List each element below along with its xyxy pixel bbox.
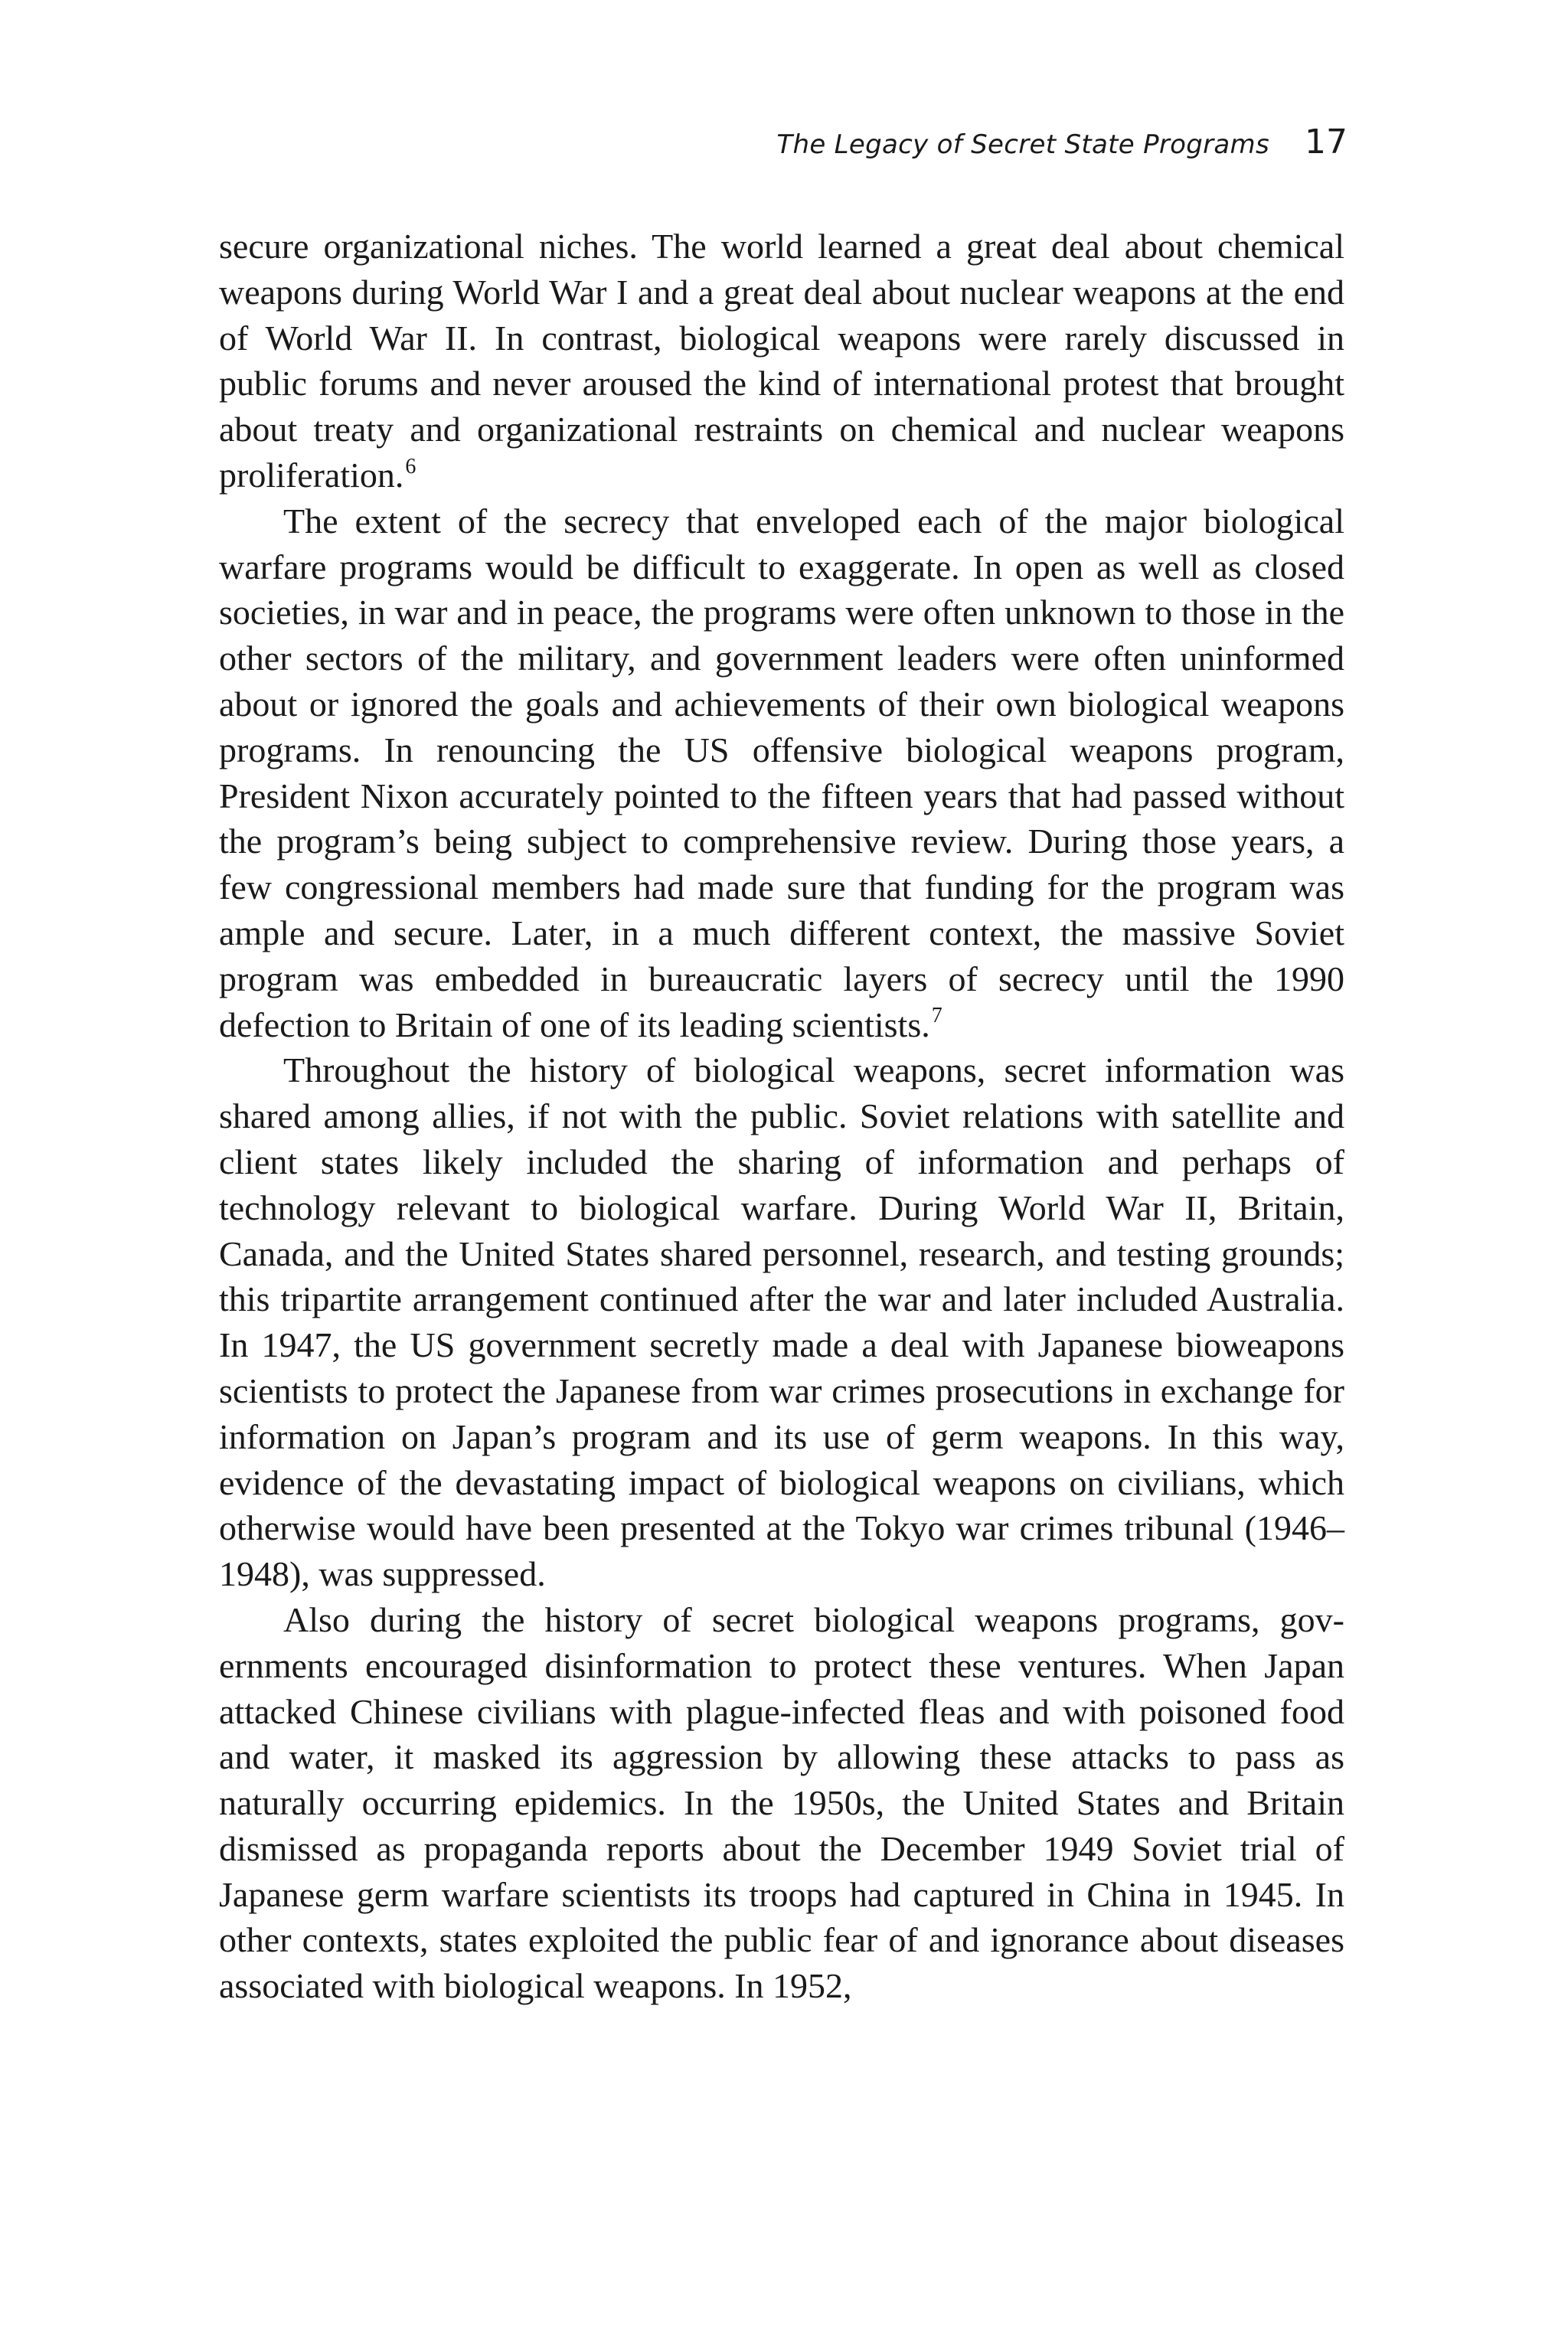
paragraph [219, 1047, 1344, 1597]
footnote-reference: 7 [931, 1004, 942, 1028]
paragraph [219, 1597, 1344, 2009]
paragraph-continued [219, 224, 1344, 498]
paragraph-text: Also during the history of secret biological weapons programs, governments encouraged disinformation to protect these ventures. When Japan attacked Chinese civilians with plague-infected fleas and with poisoned food and water, it masked its aggression by allowing these attacks to pass as naturally occurring epidemics. In the 1950s, the United States and Britain dismissed as propaganda reports about the December 1949 Soviet trial of Japanese germ warfare scientists its troops had captured in China in 1945. In other contexts, states exploited the public fear of and ignorance about diseases associated with biological weapons. In 1952, [219, 1599, 1344, 2006]
paragraph-text: secure organizational niches. The world learned a great deal about chemical weapons during World War I and a great deal about nuclear weapons at the end of World War II. In contrast, biological weapons were rarely discussed in public forums and never aroused the kind of international protest that brought about treaty and organizational restraints on chemical and nuclear weapons proliferation. [219, 227, 1344, 495]
paragraph-text: Throughout the history of biological weapons, secret information was shared among allies, if not with the public. Soviet relations with satellite and client states likely included the sharing of information and perhaps of technology relevant to biological warfare. During World War II, Britain, Canada, and the United States shared personnel, research, and testing grounds; this tripartite arrangement continued after the war and later included Australia. In 1947, the US government secretly made a deal with Japanese bioweapons scientists to protect the Japanese from war crimes prosecutions in exchange for information on Japan’s program and its use of germ weapons. In this way, evidence of the devastating impact of biological weapons on civilians, which otherwise would have been presented at the Tokyo war crimes tribunal (1946–1948), was suppressed. [219, 1050, 1344, 1594]
running-title: The Legacy of Secret State Programs [776, 129, 1269, 160]
footnote-reference: 6 [405, 454, 416, 479]
body-text [219, 224, 1344, 2009]
paragraph [219, 498, 1344, 1048]
paragraph-text: The extent of the secrecy that enveloped each of the major biological warfare programs would be difficult to exaggerate. In open as well as closed societies, in war and in peace, the programs were often unknown to those in the other sectors of the military, and government leaders were often uninformed about or ignored the goals and achievements of their own biological weapons programs. In renouncing the US offensive biological weapons program, President Nixon accurately pointed to the fifteen years that had passed without the program’s being subject to comprehensive review. During those years, a few congressional members had made sure that funding for the program was ample and secure. Later, in a much different context, the massive Soviet program was embedded in bureaucratic layers of secrecy until the 1990 defection to Britain of one of its leading scientists. [219, 501, 1344, 1044]
running-header [214, 122, 1348, 176]
page-number: 17 [1305, 122, 1348, 162]
